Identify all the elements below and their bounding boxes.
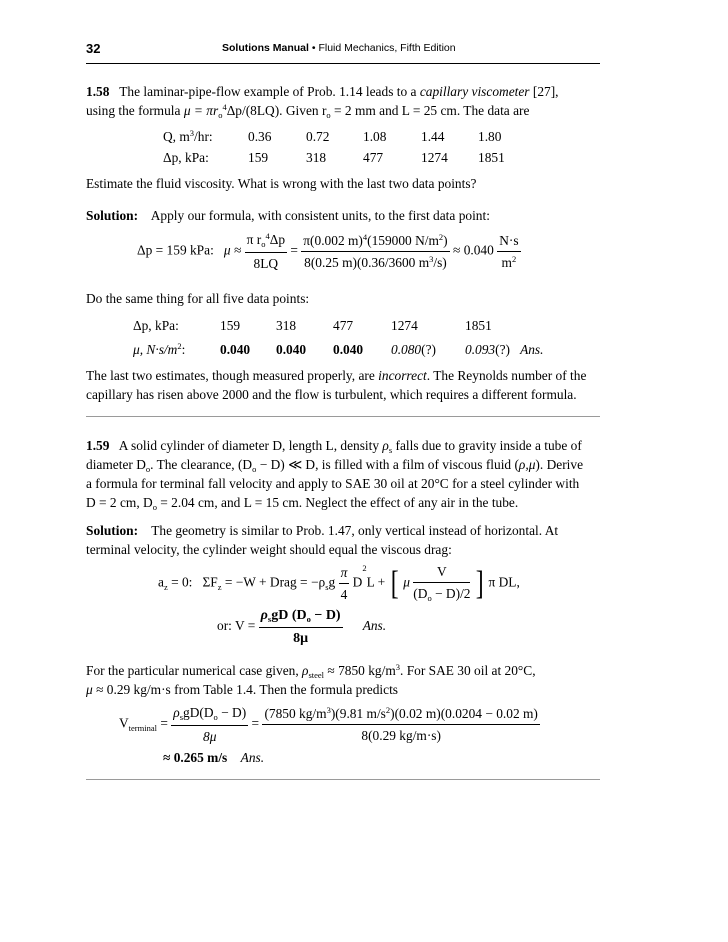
superscript: 2 [511,254,517,264]
text: (D [413,586,428,601]
text: A solid cylinder of diameter D, length L, density [118,438,383,453]
label: : [181,342,186,357]
superscript: 3 [429,254,434,264]
mu-symbol: μ [86,682,93,697]
text: g [328,574,336,590]
italic-term: capillary viscometer [419,84,530,99]
equation-left: Δp = 159 kPa: [137,242,214,258]
superscript: 4 [222,102,227,112]
subscript: s [179,712,184,722]
final-result [163,748,264,767]
text: The last two estimates, though measured properly, are [86,368,379,383]
question-mark: (?) [421,342,437,357]
table-cell: 0.72 [306,129,330,144]
subscript: steel [308,670,325,680]
text: = −W + Drag = −ρ [221,574,326,590]
solution-158-intro [86,206,490,225]
mu-symbol: μ ≈ [223,242,242,258]
subscript: o [152,502,157,512]
text: − D) [217,705,247,720]
subscript: z [163,581,168,592]
text: 8μ [203,729,217,744]
equals: = [251,715,260,731]
equation-numerical [119,703,540,746]
ans-label: Ans. [240,750,265,765]
table-cell: 477 [363,150,384,165]
result-value: ≈ 0.265 m/s [163,750,228,765]
text: 8(0.29 kg/m·s) [361,728,441,743]
subscript: o [261,239,266,249]
equation-force-balance [158,562,520,605]
conclusion-line1 [86,366,586,385]
problem-number: 1.59 [86,438,110,453]
solution-label: Solution: [86,523,139,538]
formula: Δp/(8LQ). Given r [226,103,327,118]
results-table-mu-label [133,340,185,359]
table-cell: 0.36 [248,129,272,144]
text: ) [443,233,448,248]
table-cell: 1.08 [363,129,387,144]
problem-159-line3: a formula for terminal fall velocity and apply to SAE 30 oil at 20°C for a steel cylinder with [86,476,580,491]
text: ≈ 0.29 kg/m·s from Table 1.4. Then the formula predicts [92,682,399,697]
rho-symbol: ρ [302,663,309,678]
text: 8LQ [253,256,279,271]
text: 8μ [293,631,309,646]
superscript: 4 [362,232,368,242]
text: = 2 mm and L = 25 cm. The data are [330,103,530,118]
superscript: 2 [385,705,391,715]
page-number: 32 [86,41,101,56]
subscript: o [427,593,432,603]
running-header [222,42,456,54]
subscript: o [145,464,151,474]
ans-label: Ans. [520,342,544,357]
superscript: 2 [362,563,367,573]
case-line2 [86,680,398,699]
text: For the particular numerical case given, [86,663,303,678]
rho-mu: ρ,μ [518,457,536,472]
text: The laminar-pipe-flow example of Prob. 1.14 leads to a [119,84,420,99]
rho-symbol: ρ [173,705,180,720]
formula: μ = πr [183,103,219,118]
solution-159-line1 [86,521,558,540]
subscript: s [325,581,329,592]
equals: = [160,715,168,731]
text: − D) ≪ D, is filled with a film of viscous fluid ( [256,457,519,472]
table-cell: 318 [276,318,297,333]
fraction [301,231,449,272]
problem-159-line2 [86,455,583,476]
do-same-text: Do the same thing for all five data points: [86,291,310,306]
table-cell: 1274 [391,318,418,333]
fraction [413,562,470,605]
subscript: o [326,110,331,120]
text: = 2.04 cm, and L = 15 cm. Neglect the effect of any air in the tube. [156,495,519,510]
text: − D) [310,608,341,623]
table-cell: 318 [306,150,327,165]
mu-symbol: μ [403,574,410,590]
text: π r [246,232,262,247]
table-cell-questionable [391,340,436,359]
table-cell-questionable [465,340,544,359]
table-cell: 0.040 [333,342,364,357]
table-cell: 1.44 [421,129,445,144]
text: )(9.81 m/s [330,706,386,721]
subscript: s [388,445,393,455]
label: Q, m [163,129,190,144]
text: V [119,715,129,731]
text: = 0: [167,574,193,590]
problem-158-line1 [86,82,559,101]
superscript: 2 [177,341,182,351]
table-cell: 159 [248,150,269,165]
book-subtitle: Fluid Mechanics, Fifth Edition [318,42,456,54]
right-bracket: ] [475,564,484,602]
solution-label: Solution: [86,208,139,223]
text: π DL, [488,574,520,590]
italic-term: incorrect [378,368,427,383]
subscript: o [218,110,223,120]
text: π(0.002 m) [303,233,363,248]
text: N·s [497,231,520,252]
question-text: Estimate the fluid viscosity. What is wrong with the last two data points? [86,176,477,191]
fraction [245,230,287,273]
bullet-separator: • [311,42,316,54]
bottom-rule [86,779,600,780]
text: diameter D [86,457,146,472]
superscript: 3 [189,128,195,138]
table-cell: 1274 [421,150,448,165]
subscript: terminal [128,722,157,733]
table-cell: 159 [220,318,241,333]
result-value: ≈ 0.040 [453,242,494,258]
text: (159000 N/m [367,233,439,248]
text: Apply our formula, with consistent units, to the first data point: [150,208,490,223]
fraction [262,704,539,745]
text: [27], [529,84,559,99]
subscript: s [267,614,272,624]
label: /hr: [194,129,213,144]
text: 8(0.25 m)(0.36/3600 m [304,255,430,270]
value: 0.093 [465,342,496,357]
rho-symbol: ρ [382,438,389,453]
table-cell: 477 [333,318,354,333]
label: μ, N·s/m [133,342,178,357]
text: . The clearance, (D [150,457,253,472]
data-table-q-label [163,127,213,146]
problem-159-line1 [86,436,582,457]
text: m [501,255,512,270]
table-cell: 1.80 [478,129,502,144]
results-table-dp-label: Δp, kPa: [133,318,179,333]
unit-fraction [497,231,520,272]
text: L + [366,574,386,590]
left-bracket: [ [390,564,399,602]
fraction [339,563,350,604]
subscript: o [252,464,257,474]
solution-159-line2: terminal velocity, the cylinder weight should equal the viscous drag: [86,542,452,557]
text: π [339,563,350,584]
text: V [413,562,470,583]
fraction [259,606,343,648]
fraction [171,703,248,746]
problem-158-line2 [86,101,529,122]
text: )(0.02 m)(0.0204 − 0.02 m) [390,706,538,721]
text: falls due to gravity inside a tube of [392,438,582,453]
equals: = [290,242,298,258]
text: D [352,574,363,590]
text: a [158,574,164,590]
question-mark: (?) [495,342,511,357]
superscript: 3 [395,662,400,672]
equation-viscosity [137,230,521,273]
text: (7850 kg/m [264,706,327,721]
text: ≈ 7850 kg/m [324,663,396,678]
table-cell: 0.040 [276,342,307,357]
text: . For SAE 30 oil at 20°C, [400,663,536,678]
table-cell: 0.040 [220,342,251,357]
subscript: o [213,712,218,722]
problem-159-line4 [86,493,518,514]
book-title: Solutions Manual [222,42,309,54]
subscript: o [306,614,311,624]
text: 4 [340,587,348,602]
table-cell: 1851 [478,150,505,165]
problem-divider [86,416,600,417]
header-rule [86,63,600,64]
text: gD (D [271,608,307,623]
text: ). Derive [535,457,584,472]
text: . The Reynolds number of the [426,368,587,383]
text: /s) [433,255,447,270]
text: ΣF [202,574,218,590]
data-table-dp-label: Δp, kPa: [163,150,209,165]
equation-terminal-velocity [217,606,386,648]
text: or: V = [217,618,256,634]
text: using the formula [86,103,184,118]
subscript: z [217,581,222,592]
superscript: 3 [326,705,331,715]
text: The geometry is similar to Prob. 1.47, only vertical instead of horizontal. At [151,523,559,538]
text: gD(D [183,705,214,720]
ans-label: Ans. [362,618,387,634]
table-cell: 1851 [465,318,492,333]
text: − D)/2 [431,586,471,601]
text: D = 2 cm, D [86,495,153,510]
case-line1 [86,661,536,682]
text: Δp [269,232,286,247]
superscript: 4 [265,231,270,241]
problem-number: 1.58 [86,84,110,99]
value: 0.080 [391,342,422,357]
superscript: 2 [438,232,444,242]
rho-symbol: ρ [260,608,268,623]
conclusion-line2: capillary has risen above 2000 and the flow is turbulent, which requires a different formula. [86,387,577,402]
